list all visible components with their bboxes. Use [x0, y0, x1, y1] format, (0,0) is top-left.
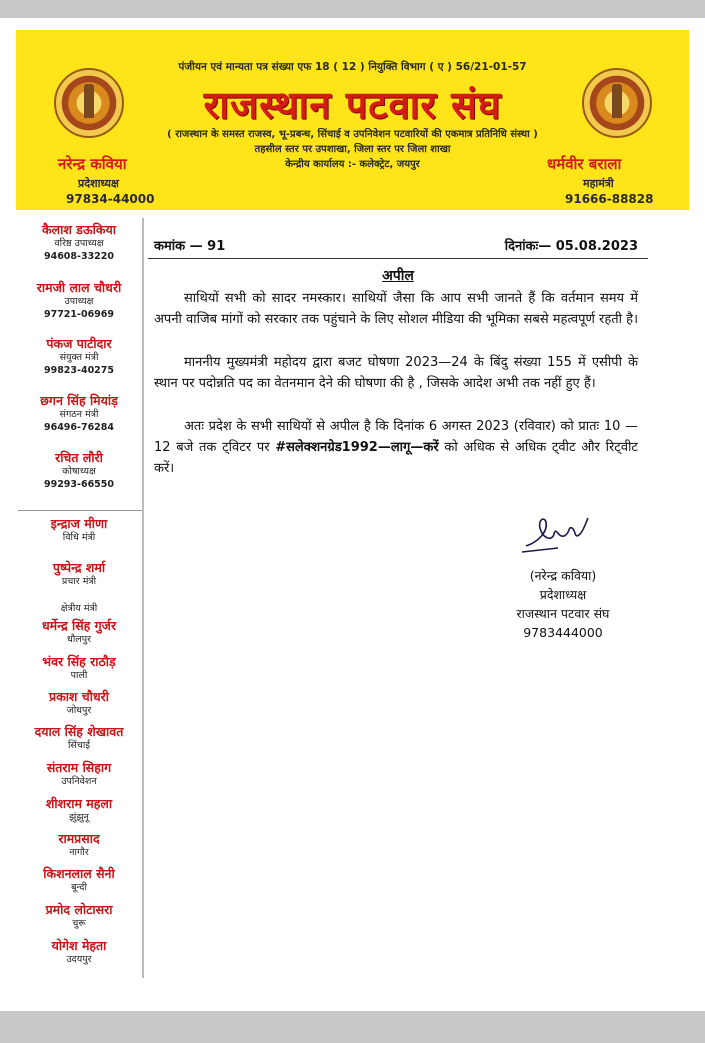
association-title: राजस्थान पटवार संघ	[203, 82, 502, 127]
member-entry	[16, 654, 142, 682]
signatory-organisation: राजस्थान पटवार संघ	[516, 606, 610, 621]
member-name: संतराम सिहाग	[46, 760, 112, 775]
member-phone: 94608-33220	[43, 251, 115, 262]
member-district: धौलपुर	[66, 634, 92, 645]
member-district: सिंचाई	[67, 740, 91, 751]
member-entry	[16, 450, 142, 491]
member-role: कोषाध्यक्ष	[62, 466, 96, 477]
left-leader-role: प्रदेशाध्यक्ष	[78, 177, 119, 190]
member-name: प्रमोद लोटासरा	[45, 902, 113, 917]
member-entry	[16, 938, 142, 966]
member-entry	[16, 760, 142, 788]
office-bearers-sidebar	[16, 218, 144, 978]
right-leader-name: धर्मवीर बराला	[547, 155, 622, 173]
member-entry	[16, 280, 142, 321]
member-entry	[16, 689, 142, 717]
reference-number: कमांक — 91	[154, 239, 226, 254]
paragraph-budget: माननीय मुख्यमंत्री महोदय द्वारा बजट घोषणा 2023—24 के बिंदु संख्या 155 में एसीपी के स्थान पर पदोन्नति पद का वेतनमान देने की घोषणा की है , जिसके आदेश अभी तक नहीं हुए हैं।	[154, 355, 638, 391]
member-entry	[16, 831, 142, 859]
office-line: केन्द्रीय कार्यालय :- कलेक्ट्रेट, जयपुर	[285, 159, 420, 170]
member-role: संयुक्त मंत्री	[59, 352, 99, 363]
hashtag-text: #सलेक्शनग्रेड1992—लागू—करें	[275, 440, 439, 455]
member-district: नागौर	[69, 847, 89, 858]
member-phone: 99823-40275	[43, 365, 115, 376]
right-leader-phone: 91666-88828	[565, 192, 654, 206]
appeal-text-end: को अधिक से अधिक ट्वीट और रिट्वीट करें।	[154, 440, 638, 476]
member-name: शीशराम महला	[45, 796, 113, 811]
member-entry	[16, 866, 142, 894]
member-name: धर्मेन्द्र सिंह गुर्जर	[41, 618, 117, 633]
member-district: चुरू	[72, 918, 86, 929]
member-entry	[16, 222, 142, 263]
member-entry	[16, 393, 142, 434]
member-name: इन्द्राज मीणा	[50, 516, 108, 531]
right-leader-role: महामंत्री	[583, 177, 614, 190]
member-name: रचित लौरी	[55, 450, 103, 465]
paragraph-appeal	[154, 416, 638, 479]
signatory-name: (नरेन्द्र कविया)	[529, 568, 597, 583]
signatory-phone: 9783444000	[523, 625, 603, 640]
left-leader-name: नरेन्द्र कविया	[58, 155, 127, 173]
member-name: पुष्पेन्द्र शर्मा	[52, 560, 106, 575]
sidebar-separator	[18, 510, 142, 511]
paragraph-greeting: साथियों सभी को सादर नमस्कार। साथियों जैसा कि आप सभी जानते हैं कि वर्तमान समय में अपनी वाजिब मांगों को सरकार तक पहुंचाने के लिए सोशल मीडिया की भूमिका सबसे महत्वपूर्ण रहती है।	[154, 291, 638, 327]
member-name: दयाल सिंह शेखावत	[34, 724, 124, 739]
member-district: जोधपुर	[66, 705, 92, 716]
member-entry	[16, 516, 142, 544]
member-district: पाली	[70, 670, 88, 681]
member-name: रामजी लाल चौधरी	[36, 280, 122, 295]
member-phone: 99293-66550	[43, 479, 115, 490]
member-role: विधि मंत्री	[62, 532, 96, 543]
member-entry	[16, 336, 142, 377]
member-name: कैलाश डऊकिया	[42, 222, 116, 237]
member-entry	[16, 724, 142, 752]
member-phone: 96496-76284	[43, 422, 115, 433]
member-district: उदयपुर	[66, 954, 92, 965]
member-district: झुंझुनू	[69, 812, 89, 823]
member-entry	[16, 618, 142, 646]
regional-ministers-label: क्षेत्रीय मंत्री	[60, 603, 98, 614]
member-district: बून्दी	[71, 882, 87, 893]
member-district: उपनिवेशन	[61, 776, 97, 787]
member-role: वरिष्ठ उपाध्यक्ष	[54, 238, 104, 249]
member-role: प्रचार मंत्री	[61, 576, 97, 587]
handwritten-signature-icon	[518, 512, 598, 556]
section-label	[16, 602, 142, 615]
member-role: संगठन मंत्री	[59, 409, 99, 420]
appeal-heading: अपील	[382, 268, 414, 284]
member-role: उपाध्यक्ष	[64, 296, 94, 307]
member-phone: 97721-06969	[43, 309, 115, 320]
member-name: योगेश मेहता	[51, 938, 107, 953]
registration-line: पंजीयन एवं मान्यता पत्र संख्या एफ 18 ( 12 ) नियुक्ति विभाग ( ए ) 56/21-01-57	[178, 61, 527, 73]
left-leader-phone: 97834-44000	[66, 192, 155, 206]
branches-line: तहसील स्तर पर उपशाखा, जिला स्तर पर जिला शाखा	[254, 144, 451, 155]
header-rule	[148, 258, 648, 259]
member-name: छगन सिंह मियांड़	[40, 393, 118, 408]
sidebar-divider	[142, 218, 144, 978]
appeal-text-start: अतः प्रदेश के सभी साथियों से अपील है कि दिनांक 6 अगस्त 2023 (रविवार) को प्रातः 10 — 12 बजे तक ट्विटर पर	[154, 419, 638, 455]
letter-date: दिनांकः— 05.08.2023	[504, 239, 638, 254]
association-subtitle: ( राजस्थान के समस्त राजस्व, भू-प्रबन्ध, सिंचाई व उपनिवेशन पटवारियों की एकमात्र प्रतिनिधि संस्था )	[167, 129, 538, 140]
member-entry	[16, 796, 142, 824]
member-entry	[16, 902, 142, 930]
member-name: पंकज पाटीदार	[46, 336, 112, 351]
member-name: किशनलाल सैनी	[43, 866, 115, 881]
member-name: रामप्रसाद	[58, 831, 100, 846]
member-entry	[16, 560, 142, 588]
member-name: भंवर सिंह राठौड़	[42, 654, 116, 669]
signatory-role: प्रदेशाध्यक्ष	[539, 587, 587, 602]
member-name: प्रकाश चौधरी	[48, 689, 109, 704]
letterhead-header	[16, 30, 689, 210]
